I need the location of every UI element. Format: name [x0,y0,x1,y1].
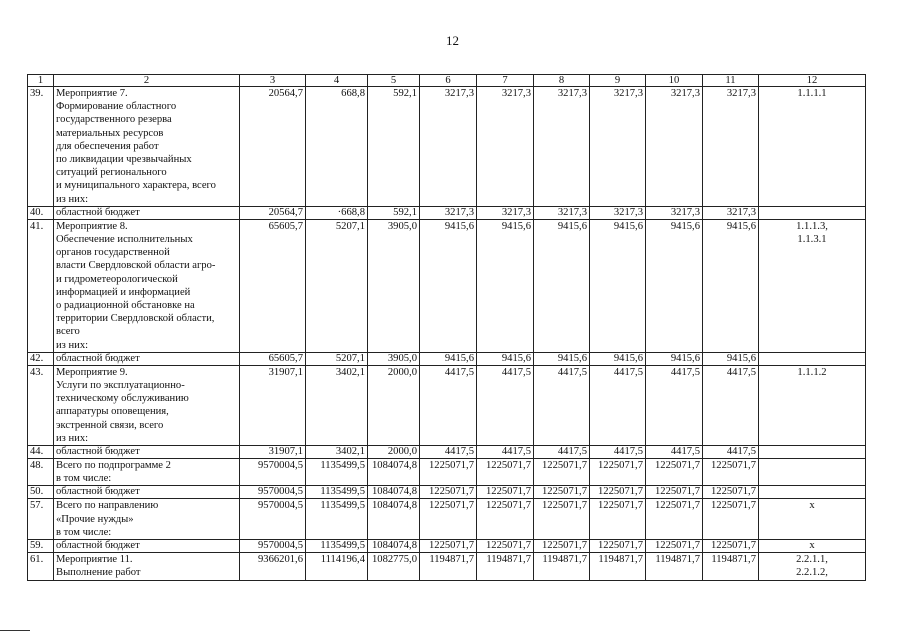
value-cell: 3217,3 [703,87,759,207]
target-code [759,459,866,486]
value-cell: 9415,6 [420,352,477,365]
value-cell: 1194871,7 [646,553,703,580]
value-cell: 5207,1 [306,352,368,365]
value-cell: 3217,3 [590,206,646,219]
value-cell: 4417,5 [703,446,759,459]
value-cell: ·668,8 [306,206,368,219]
value-cell: 1225071,7 [646,499,703,540]
table-body [28,87,866,581]
table-row [28,446,866,459]
value-cell: 668,8 [306,87,368,207]
value-cell: 9570004,5 [240,486,306,499]
value-cell: 1084074,8 [368,540,420,553]
table-row [28,219,866,352]
row-number: 57. [28,499,54,540]
table-row [28,459,866,486]
col-header: 8 [534,75,590,87]
value-cell: 4417,5 [534,365,590,445]
col-header: 1 [28,75,54,87]
value-cell: 9415,6 [646,219,703,352]
value-cell: 1225071,7 [420,459,477,486]
value-cell: 1225071,7 [703,499,759,540]
row-description: Мероприятие 7. Формирование областного государственного резерва материальных ресурсов для обеспечения работ по ликвидации чрезвычайных ситуаций регионального и муниципального характера, всего из них: [54,87,240,207]
target-code: 1.1.1.2 [759,365,866,445]
value-cell: 1225071,7 [477,499,534,540]
table-row [28,499,866,540]
value-cell: 1225071,7 [534,499,590,540]
row-number: 39. [28,87,54,207]
value-cell: 4417,5 [420,365,477,445]
row-description: областной бюджет [54,446,240,459]
value-cell: 3905,0 [368,352,420,365]
value-cell: 4417,5 [534,446,590,459]
target-code: х [759,499,866,540]
table-row [28,540,866,553]
row-number: 42. [28,352,54,365]
value-cell: 9415,6 [477,219,534,352]
footer-mark [0,630,30,631]
value-cell: 1225071,7 [590,499,646,540]
value-cell: 9415,6 [590,352,646,365]
col-header: 2 [54,75,240,87]
target-code [759,352,866,365]
value-cell: 1194871,7 [703,553,759,580]
value-cell: 3217,3 [590,87,646,207]
value-cell: 2000,0 [368,446,420,459]
value-cell: 1194871,7 [534,553,590,580]
value-cell: 592,1 [368,87,420,207]
value-cell: 1084074,8 [368,486,420,499]
value-cell: 1082775,0 [368,553,420,580]
value-cell: 1084074,8 [368,499,420,540]
value-cell: 9415,6 [590,219,646,352]
row-number: 59. [28,540,54,553]
value-cell: 2000,0 [368,365,420,445]
value-cell: 3217,3 [534,206,590,219]
value-cell: 1225071,7 [420,486,477,499]
value-cell: 1135499,5 [306,499,368,540]
target-code [759,206,866,219]
value-cell: 1135499,5 [306,540,368,553]
row-description: Мероприятие 11. Выполнение работ [54,553,240,580]
row-number: 61. [28,553,54,580]
value-cell: 1135499,5 [306,459,368,486]
value-cell: 1225071,7 [646,540,703,553]
value-cell: 5207,1 [306,219,368,352]
row-description: областной бюджет [54,206,240,219]
value-cell: 1225071,7 [534,540,590,553]
value-cell: 9415,6 [477,352,534,365]
col-header: 6 [420,75,477,87]
value-cell: 1225071,7 [646,486,703,499]
row-description: областной бюджет [54,486,240,499]
value-cell: 1225071,7 [534,459,590,486]
value-cell: 3217,3 [477,206,534,219]
value-cell: 1225071,7 [534,486,590,499]
value-cell: 4417,5 [590,365,646,445]
value-cell: 1194871,7 [477,553,534,580]
value-cell: 9415,6 [534,219,590,352]
value-cell: 1225071,7 [590,459,646,486]
row-number: 43. [28,365,54,445]
row-number: 41. [28,219,54,352]
row-number: 48. [28,459,54,486]
row-description: Мероприятие 8. Обеспечение исполнительных органов государственной власти Свердловской области агро- и гидрометеорологической информацией и информацией о радиационной обстановке на территории Свердловской области, всего из них: [54,219,240,352]
col-header: 9 [590,75,646,87]
value-cell: 9570004,5 [240,459,306,486]
value-cell: 9415,6 [420,219,477,352]
budget-table [27,74,866,581]
value-cell: 1225071,7 [477,540,534,553]
value-cell: 1084074,8 [368,459,420,486]
col-header: 10 [646,75,703,87]
value-cell: 4417,5 [420,446,477,459]
target-code [759,446,866,459]
value-cell: 3217,3 [534,87,590,207]
value-cell: 9570004,5 [240,499,306,540]
row-description: Всего по направлению «Прочие нужды» в том числе: [54,499,240,540]
value-cell: 9570004,5 [240,540,306,553]
value-cell: 1225071,7 [703,486,759,499]
value-cell: 1135499,5 [306,486,368,499]
value-cell: 1225071,7 [590,540,646,553]
target-code: х [759,540,866,553]
value-cell: 3402,1 [306,365,368,445]
value-cell: 65605,7 [240,219,306,352]
col-header: 5 [368,75,420,87]
page-number: 12 [446,33,459,48]
table-row [28,352,866,365]
value-cell: 20564,7 [240,206,306,219]
value-cell: 9415,6 [703,219,759,352]
target-code: 1.1.1.1 [759,87,866,207]
row-description: Всего по подпрограмме 2 в том числе: [54,459,240,486]
value-cell: 65605,7 [240,352,306,365]
row-description: Мероприятие 9. Услуги по эксплуатационно- техническому обслуживанию аппаратуры оповещения, экстренной связи, всего из них: [54,365,240,445]
row-number: 50. [28,486,54,499]
value-cell: 1225071,7 [420,499,477,540]
value-cell: 1194871,7 [420,553,477,580]
value-cell: 4417,5 [646,365,703,445]
value-cell: 3217,3 [646,87,703,207]
value-cell: 31907,1 [240,446,306,459]
col-header: 4 [306,75,368,87]
value-cell: 1194871,7 [590,553,646,580]
value-cell: 1225071,7 [646,459,703,486]
value-cell: 1225071,7 [477,486,534,499]
value-cell: 9415,6 [534,352,590,365]
value-cell: 1114196,4 [306,553,368,580]
value-cell: 592,1 [368,206,420,219]
value-cell: 3217,3 [420,206,477,219]
value-cell: 9415,6 [646,352,703,365]
value-cell: 4417,5 [590,446,646,459]
target-code: 1.1.1.3, 1.1.3.1 [759,219,866,352]
row-description: областной бюджет [54,352,240,365]
target-code [759,486,866,499]
table-row [28,206,866,219]
row-number: 44. [28,446,54,459]
value-cell: 4417,5 [646,446,703,459]
table-row [28,87,866,207]
value-cell: 20564,7 [240,87,306,207]
table-row [28,486,866,499]
value-cell: 9415,6 [703,352,759,365]
row-number: 40. [28,206,54,219]
value-cell: 3217,3 [646,206,703,219]
value-cell: 3905,0 [368,219,420,352]
value-cell: 1225071,7 [590,486,646,499]
value-cell: 1225071,7 [703,459,759,486]
table-row [28,365,866,445]
value-cell: 31907,1 [240,365,306,445]
value-cell: 4417,5 [703,365,759,445]
col-header: 12 [759,75,866,87]
value-cell: 9366201,6 [240,553,306,580]
value-cell: 1225071,7 [703,540,759,553]
header-row [28,75,866,87]
target-code: 2.2.1.1, 2.2.1.2, [759,553,866,580]
value-cell: 3402,1 [306,446,368,459]
value-cell: 3217,3 [420,87,477,207]
col-header: 11 [703,75,759,87]
row-description: областной бюджет [54,540,240,553]
table-row [28,553,866,580]
value-cell: 3217,3 [703,206,759,219]
value-cell: 1225071,7 [420,540,477,553]
col-header: 7 [477,75,534,87]
value-cell: 4417,5 [477,365,534,445]
col-header: 3 [240,75,306,87]
value-cell: 1225071,7 [477,459,534,486]
value-cell: 3217,3 [477,87,534,207]
value-cell: 4417,5 [477,446,534,459]
